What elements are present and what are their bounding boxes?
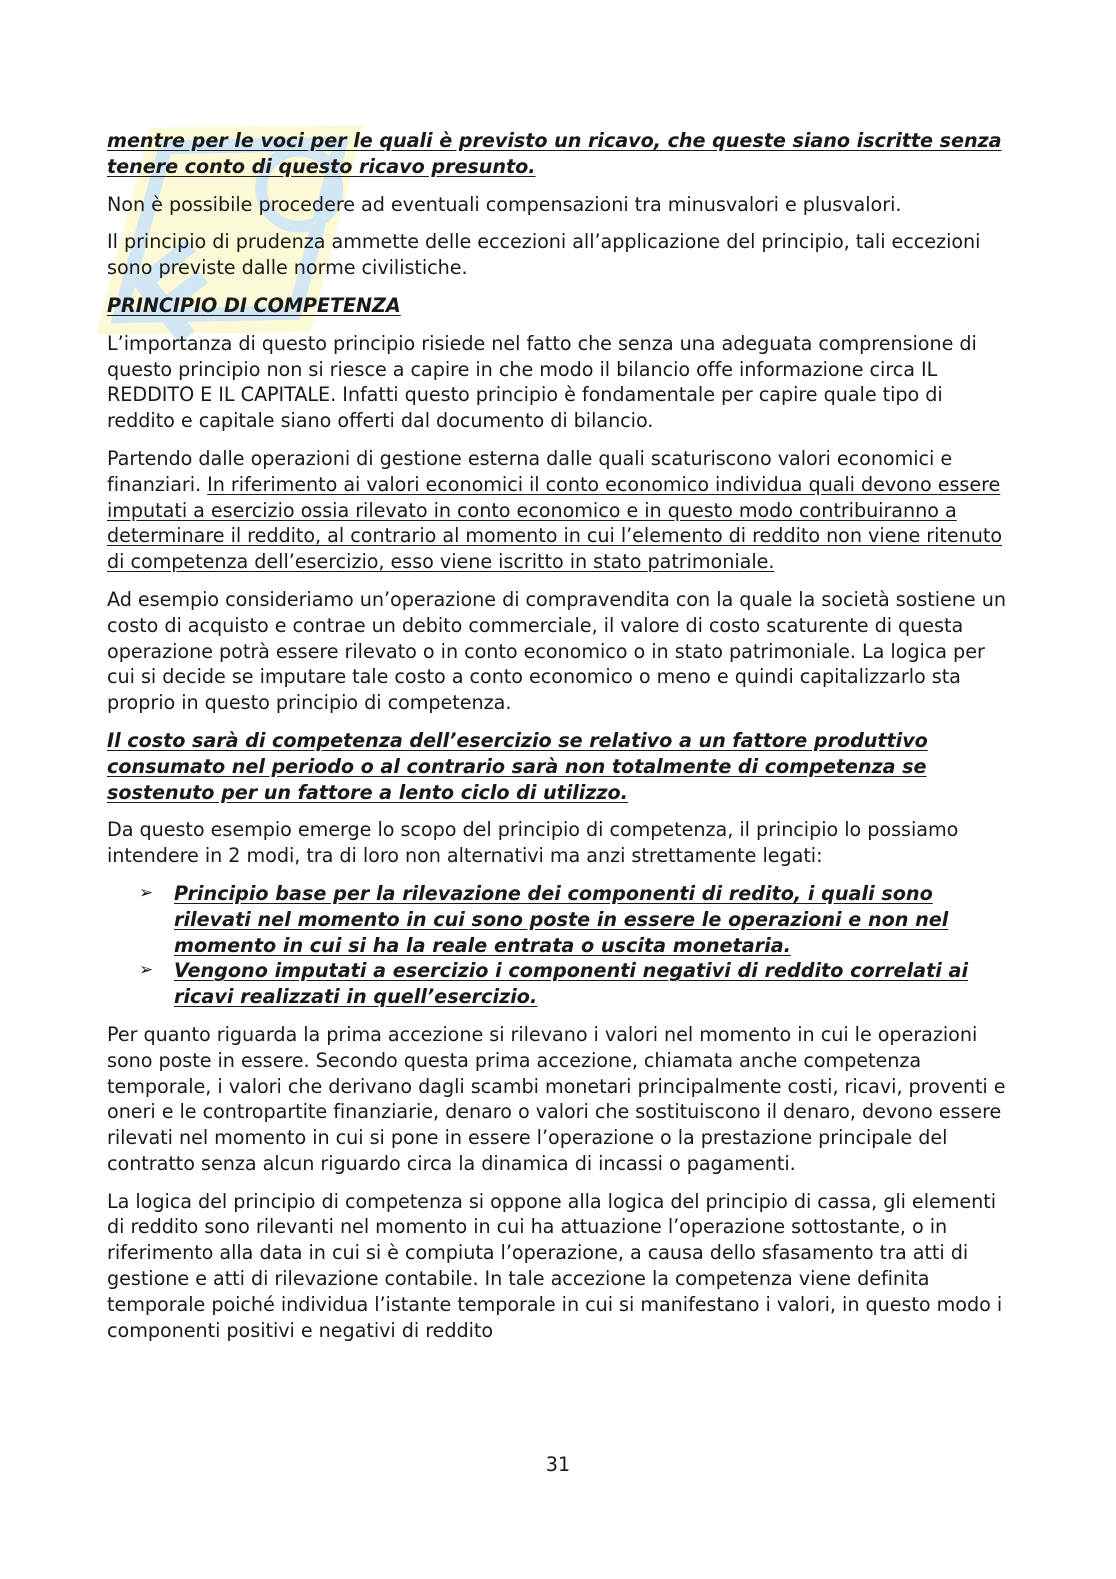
paragraph: Da questo esempio emerge lo scopo del principio di competenza, il principio lo possiamo intendere in 2 modi, tra di loro non alternativi ma anzi strettamente legati:	[107, 818, 959, 868]
paragraph: La logica del principio di competenza si oppone alla logica del principio di cassa, gli elementi di reddito sono rilevanti nel momento in cui ha attuazione l’operazione sottostante, o in riferimento alla data in cui si è compiuta l’operazione, a causa dello sfasamento tra atti di gestione e atti di rilevazione contabile. In tale accezione la competenza viene definita temporale poiché individua l’istante temporale in cui si manifestano i valori, in questo modo i componenti positivi e negativi di reddito	[107, 1189, 1003, 1342]
arrow-bullet-icon: ➢	[139, 960, 154, 981]
paragraph: Il principio di prudenza ammette delle eccezioni all’applicazione del principio, tali eccezioni sono previste dalle norme civilistiche.	[107, 230, 981, 280]
paragraph-intro: Partendo dalle operazioni di gestione esterna dalle quali scaturiscono valori economici e finanziari.	[107, 446, 953, 496]
paragraph	[107, 728, 1007, 805]
list-item	[107, 881, 1007, 958]
paragraph	[107, 128, 1007, 180]
paragraph: Non è possibile procedere ad eventuali compensazioni tra minusvalori e plusvalori.	[107, 192, 902, 216]
list-item-text: Principio base per la rilevazione dei componenti di redito, i quali sono rilevati nel momento in cui sono poste in essere le operazioni e non nel momento in cui si ha la reale entrata o uscita monetaria.	[174, 881, 949, 957]
emphasis-text: Il costo sarà di competenza dell’esercizio se relativo a un fattore produttivo consumato nel periodo o al contrario sarà non totalmente di competenza se sostenuto per un fattore a lento ciclo di utilizzo.	[107, 728, 928, 804]
paragraph	[107, 446, 1007, 575]
arrow-bullet-icon: ➢	[139, 882, 154, 903]
paragraph: Per quanto riguarda la prima accezione si rilevano i valori nel momento in cui le operazioni sono poste in essere. Secondo questa prima accezione, chiamata anche competenza temporale, i valori che derivano dagli scambi monetari principalmente costi, ricavi, proventi e oneri e le contropartite finanziarie, denaro o valori che sostituiscono il denaro, devono essere rilevati nel momento in cui si pone in essere l’operazione o la prestazione principale del contratto senza alcun riguardo circa la dinamica di incassi o pagamenti.	[107, 1022, 1006, 1175]
document-page	[107, 128, 1007, 1355]
emphasis-text: mentre per le voci per le quali è previsto un ricavo, che queste siano iscritte senza tenere conto di questo ricavo presunto.	[107, 129, 1002, 178]
page-number: 31	[545, 1453, 571, 1476]
underlined-text: In riferimento ai valori economici il conto economico individua quali devono essere imputati a esercizio ossia rilevato in conto economico e in questo modo contribuiranno a determinare il reddito, al contrario al momento in cui l’elemento di reddito non viene ritenuto di competenza dell’esercizio, esso viene iscritto in stato patrimoniale.	[107, 472, 1003, 574]
section-heading: PRINCIPIO DI COMPETENZA	[107, 293, 401, 317]
paragraph: L’importanza di questo principio risiede nel fatto che senza una adeguata comprensione di questo principio non si riesce a capire in che modo il bilancio offe informazione circa IL REDDITO E IL CAPITALE. Infatti questo principio è fondamentale per capire quale tipo di reddito e capitale siano offerti dal documento di bilancio.	[107, 331, 977, 433]
bullet-list	[107, 881, 1007, 1010]
paragraph: Ad esempio consideriamo un’operazione di compravendita con la quale la società sostiene un costo di acquisto e contrae un debito commerciale, il valore di costo scaturente di questa operazione potrà essere rilevato o in conto economico o in stato patrimoniale. La logica per cui si decide se imputare tale costo a conto economico o meno e quindi capitalizzarlo sta proprio in questo principio di competenza.	[107, 587, 1006, 715]
list-item-text: Vengono imputati a esercizio i componenti negativi di reddito correlati ai ricavi realizzati in quell’esercizio.	[174, 959, 969, 1009]
list-item	[107, 958, 1007, 1010]
